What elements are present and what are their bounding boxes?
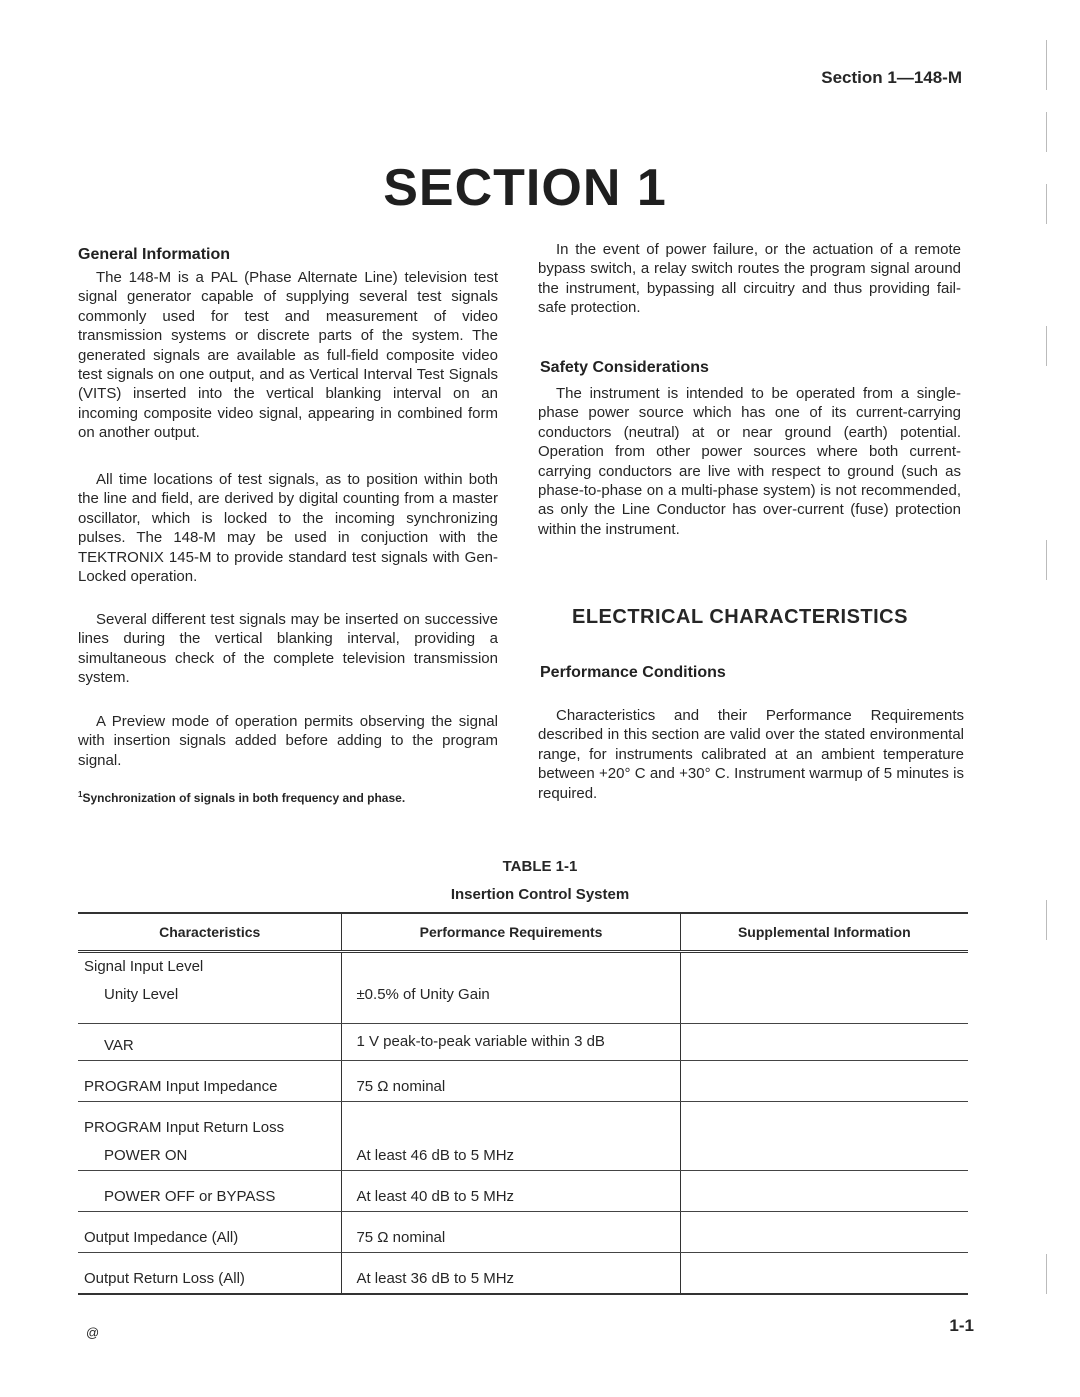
- table-cell: [342, 1253, 680, 1295]
- header-supplemental-information: Supplemental Information: [680, 913, 968, 952]
- scan-artifact: [1046, 900, 1047, 940]
- table-cell: [680, 1102, 968, 1171]
- cell-text: POWER OFF or BYPASS: [104, 1188, 276, 1205]
- header-performance-requirements: Performance Requirements: [342, 913, 680, 952]
- safety-considerations-heading: Safety Considerations: [540, 359, 709, 376]
- page-number: 1-1: [949, 1316, 974, 1335]
- cell-text: Output Impedance (All): [84, 1229, 239, 1246]
- header-characteristics: Characteristics: [78, 913, 342, 952]
- running-head: Section 1—148-M: [821, 68, 962, 87]
- cell-text: POWER ON: [104, 1147, 188, 1164]
- cell-text: PROGRAM Input Return Loss: [84, 1119, 285, 1136]
- cell-text: Output Return Loss (All): [84, 1270, 245, 1287]
- table-cell: [680, 1171, 968, 1212]
- table-cell: [342, 1171, 680, 1212]
- cell-text: 75 Ω nominal: [356, 1078, 446, 1095]
- table-cell: [78, 1212, 342, 1253]
- table-label: TABLE 1-1: [502, 858, 578, 875]
- footer-mark: @: [86, 1325, 100, 1340]
- electrical-characteristics-heading: ELECTRICAL CHARACTERISTICS: [572, 606, 908, 628]
- table-cell: [78, 1253, 342, 1295]
- scan-artifact: [1046, 40, 1047, 90]
- scan-artifact: [1046, 1254, 1047, 1294]
- scan-artifact: [1046, 540, 1047, 580]
- table-row: [78, 1171, 968, 1212]
- footnote: [78, 790, 405, 805]
- table-row: [78, 952, 968, 1024]
- cell-text: 1 V peak-to-peak variable within 3 dB: [356, 1033, 605, 1050]
- cell-text: At least 36 dB to 5 MHz: [356, 1270, 515, 1287]
- table-cell: [342, 1212, 680, 1253]
- cell-text: 75 Ω nominal: [356, 1229, 446, 1246]
- cell-text: [342, 1114, 679, 1142]
- table-row: [78, 1212, 968, 1253]
- cell-text: Signal Input Level: [84, 958, 204, 975]
- performance-conditions-paragraph: Characteristics and their Performance Requirements described in this section are valid over the stated environmental range, for instruments calibrated at an ambient temperature between +20° C and +30° C. Instrument warmup of 5 minutes is required.: [538, 707, 964, 802]
- general-info-paragraph-3: Several different test signals may be inserted on successive lines during the vertical blanking interval, providing a simultaneous check of the complete television transmission system.: [78, 611, 498, 687]
- table-cell: [78, 1061, 342, 1102]
- cell-text: [342, 953, 679, 981]
- table-cell: [342, 952, 680, 1024]
- table-cell: [78, 952, 342, 1024]
- general-information-heading: General Information: [78, 246, 231, 263]
- table-row: [78, 1253, 968, 1295]
- table-cell: [680, 1061, 968, 1102]
- cell-text: PROGRAM Input Impedance: [84, 1078, 278, 1095]
- table-cell: [680, 1212, 968, 1253]
- cell-text: At least 40 dB to 5 MHz: [356, 1188, 515, 1205]
- table-cell: [78, 1024, 342, 1061]
- table-cell: [78, 1102, 342, 1171]
- table-cell: [680, 1253, 968, 1295]
- cell-text: At least 46 dB to 5 MHz: [356, 1147, 515, 1164]
- insertion-control-table: [78, 912, 968, 1295]
- table-cell: [342, 1061, 680, 1102]
- footnote-text: Synchronization of signals in both frequency and phase.: [82, 791, 406, 805]
- table-cell: [342, 1102, 680, 1171]
- cell-text: ±0.5% of Unity Gain: [356, 986, 490, 1003]
- section-title: SECTION 1: [383, 159, 667, 217]
- table-row: [78, 1061, 968, 1102]
- table-row: [78, 1102, 968, 1171]
- table-cell: [78, 1171, 342, 1212]
- cell-text: VAR: [104, 1037, 134, 1054]
- footnote-mark: 1: [78, 790, 83, 799]
- table-cell: [680, 1024, 968, 1061]
- table-header-row: [78, 913, 968, 952]
- cell-text: Unity Level: [104, 986, 179, 1003]
- table-cell: [342, 1024, 680, 1061]
- power-failure-paragraph: In the event of power failure, or the actuation of a remote bypass switch, a relay switch routes the program signal around the instrument, bypassing all circuitry and thus providing fail-safe protection.: [538, 241, 961, 317]
- scan-artifact: [1046, 326, 1047, 366]
- performance-conditions-heading: Performance Conditions: [540, 664, 726, 681]
- general-info-paragraph-1: The 148-M is a PAL (Phase Alternate Line) television test signal generator capable of supplying several test signals commonly used for test and measurement of video transmission systems or discrete parts of the system. The generated signals are available as full-field composite video test signals on one output, and as Vertical Interval Test Signals (VITS) inserted into the vertical blanking interval on an incoming composite video signal, appearing in combined form on another output.: [78, 269, 498, 442]
- scan-artifact: [1046, 184, 1047, 224]
- table-caption: Insertion Control System: [450, 886, 630, 903]
- safety-paragraph: The instrument is intended to be operated from a single-phase power source which has one of its current-carrying conductors (neutral) at or near ground (earth) potential. Operation from other power sources where both current-carrying conductors are live with respect to ground (such as phase-to-phase on a multi-phase system) is not recommended, as only the Line Conductor has over-current (fuse) protection within the instrument.: [538, 385, 961, 538]
- table-row: [78, 1024, 968, 1061]
- general-info-paragraph-4: A Preview mode of operation permits observing the signal with insertion signals added before adding to the program signal.: [78, 713, 498, 769]
- scan-artifact: [1046, 112, 1047, 152]
- table-cell: [680, 952, 968, 1024]
- general-info-paragraph-2: All time locations of test signals, as to position within both the line and field, are derived by digital counting from a master oscillator, which is locked to the incoming synchronizing pulses. The 148-M may be used in conjuction with the TEKTRONIX 145-M to provide standard test signals with Gen-Locked operation.: [78, 471, 498, 586]
